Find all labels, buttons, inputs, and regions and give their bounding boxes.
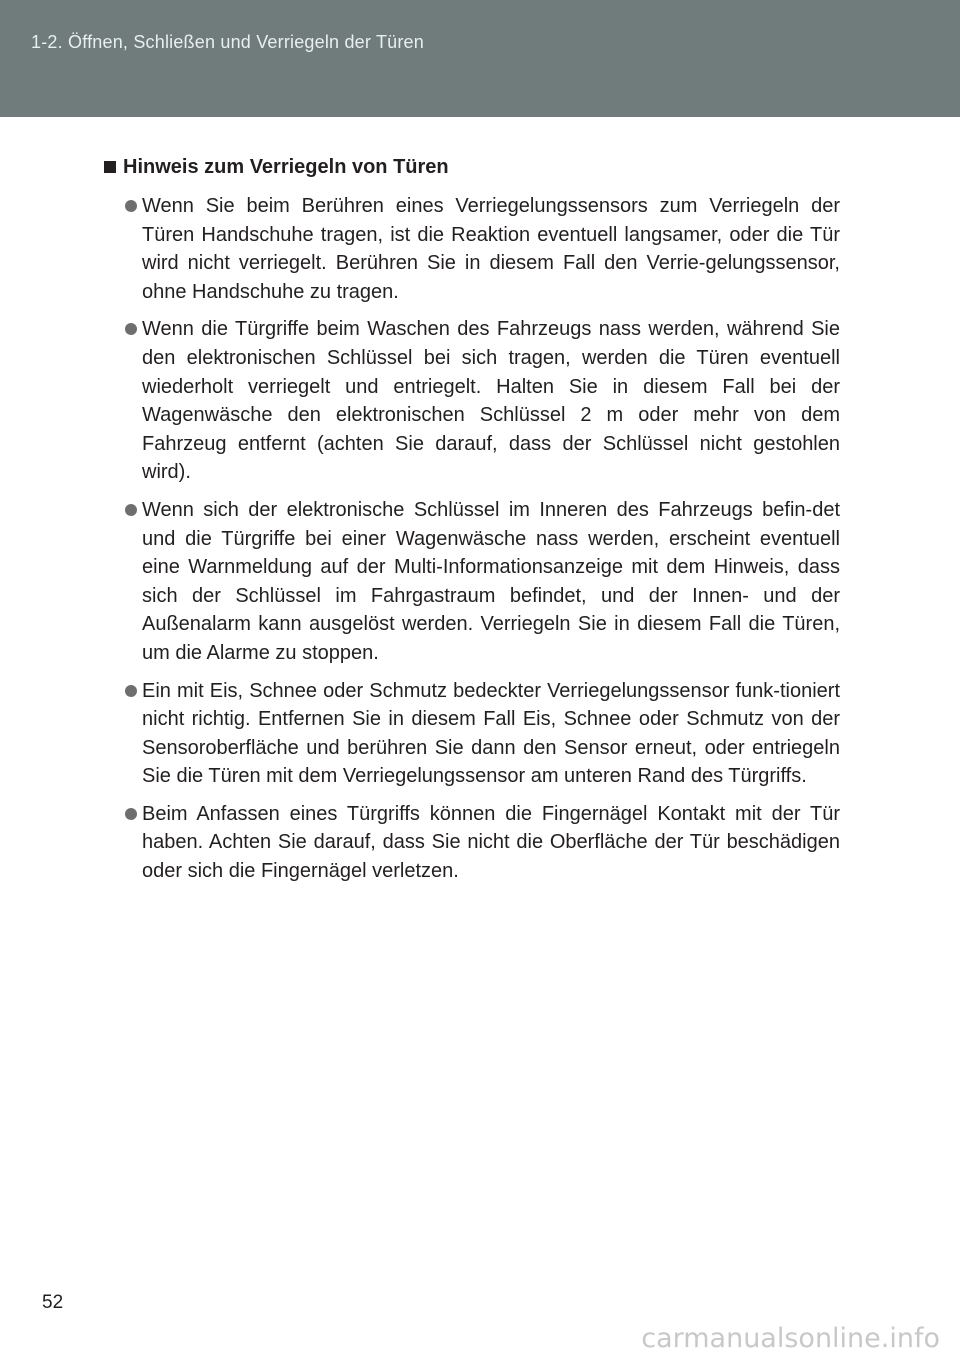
circle-bullet-icon [125, 808, 137, 820]
list-item-text: Beim Anfassen eines Türgriffs können die Fingernägel Kontakt mit der Tür haben. Achten Sie darauf, dass Sie nicht die Oberfläche der Tür beschädigen oder sich die Fingernägel verletzen. [142, 802, 840, 883]
list-item-text: Wenn Sie beim Berühren eines Verriegelungssensors zum Verriegeln der Türen Handschuhe tragen, ist die Reaktion eventuell langsamer, oder die Tür wird nicht verriegelt. Berühren Sie in diesem Fall den Verrie-gelungssensor, ohne Handschuhe zu tragen. [142, 195, 840, 303]
list-item-text: Ein mit Eis, Schnee oder Schmutz bedeckter Verriegelungssensor funk-tioniert nicht richtig. Entfernen Sie in diesem Fall Eis, Schnee oder Schmutz von der Sensoroberfläche und berühren Sie dann den Sensor erneut, oder entriegeln Sie die Türen mit dem Verriegelungssensor am unteren Rand des Türgriffs. [142, 679, 840, 788]
page-number: 52 [42, 1292, 64, 1313]
section-heading [103, 152, 840, 182]
list-item-text: Wenn die Türgriffe beim Waschen des Fahrzeugs nass werden, während Sie den elektronischen Schlüssel bei sich tragen, werden die Türen eventuell wiederholt verriegelt und entriegelt. Halten Sie in diesem Fall bei der Wagenwäsche den elektronischen Schlüssel 2 m oder mehr von dem Fahrzeug entfernt (achten Sie darauf, dass der Schlüssel nicht gestohlen wird). [142, 318, 840, 484]
page-content [103, 152, 840, 895]
list-item [103, 192, 840, 306]
list-item-text: Wenn sich der elektronische Schlüssel im Inneren des Fahrzeugs befin-det und die Türgriffe bei einer Wagenwäsche nass werden, erscheint eventuell eine Warnmeldung auf der Multi-Informationsanzeige mit dem Hinweis, dass sich der Schlüssel im Fahrgastraum befindet, und der Innen- und der Außenalarm kann ausgelöst werden. Verriegeln Sie in diesem Fall die Türen, um die Alarme zu stoppen. [142, 498, 840, 664]
list-item [103, 315, 840, 487]
list-item [103, 677, 840, 791]
list-item [103, 800, 840, 886]
square-bullet-icon [104, 161, 116, 173]
circle-bullet-icon [125, 504, 137, 516]
circle-bullet-icon [125, 323, 137, 335]
section-heading-text: Hinweis zum Verriegeln von Türen [123, 156, 449, 178]
watermark: carmanualsonline.info [641, 1323, 940, 1354]
list-item [103, 496, 840, 668]
circle-bullet-icon [125, 685, 137, 697]
header-band [0, 0, 960, 117]
section-title: 1-2. Öffnen, Schließen und Verriegeln der Türen [31, 32, 424, 52]
circle-bullet-icon [125, 200, 137, 212]
